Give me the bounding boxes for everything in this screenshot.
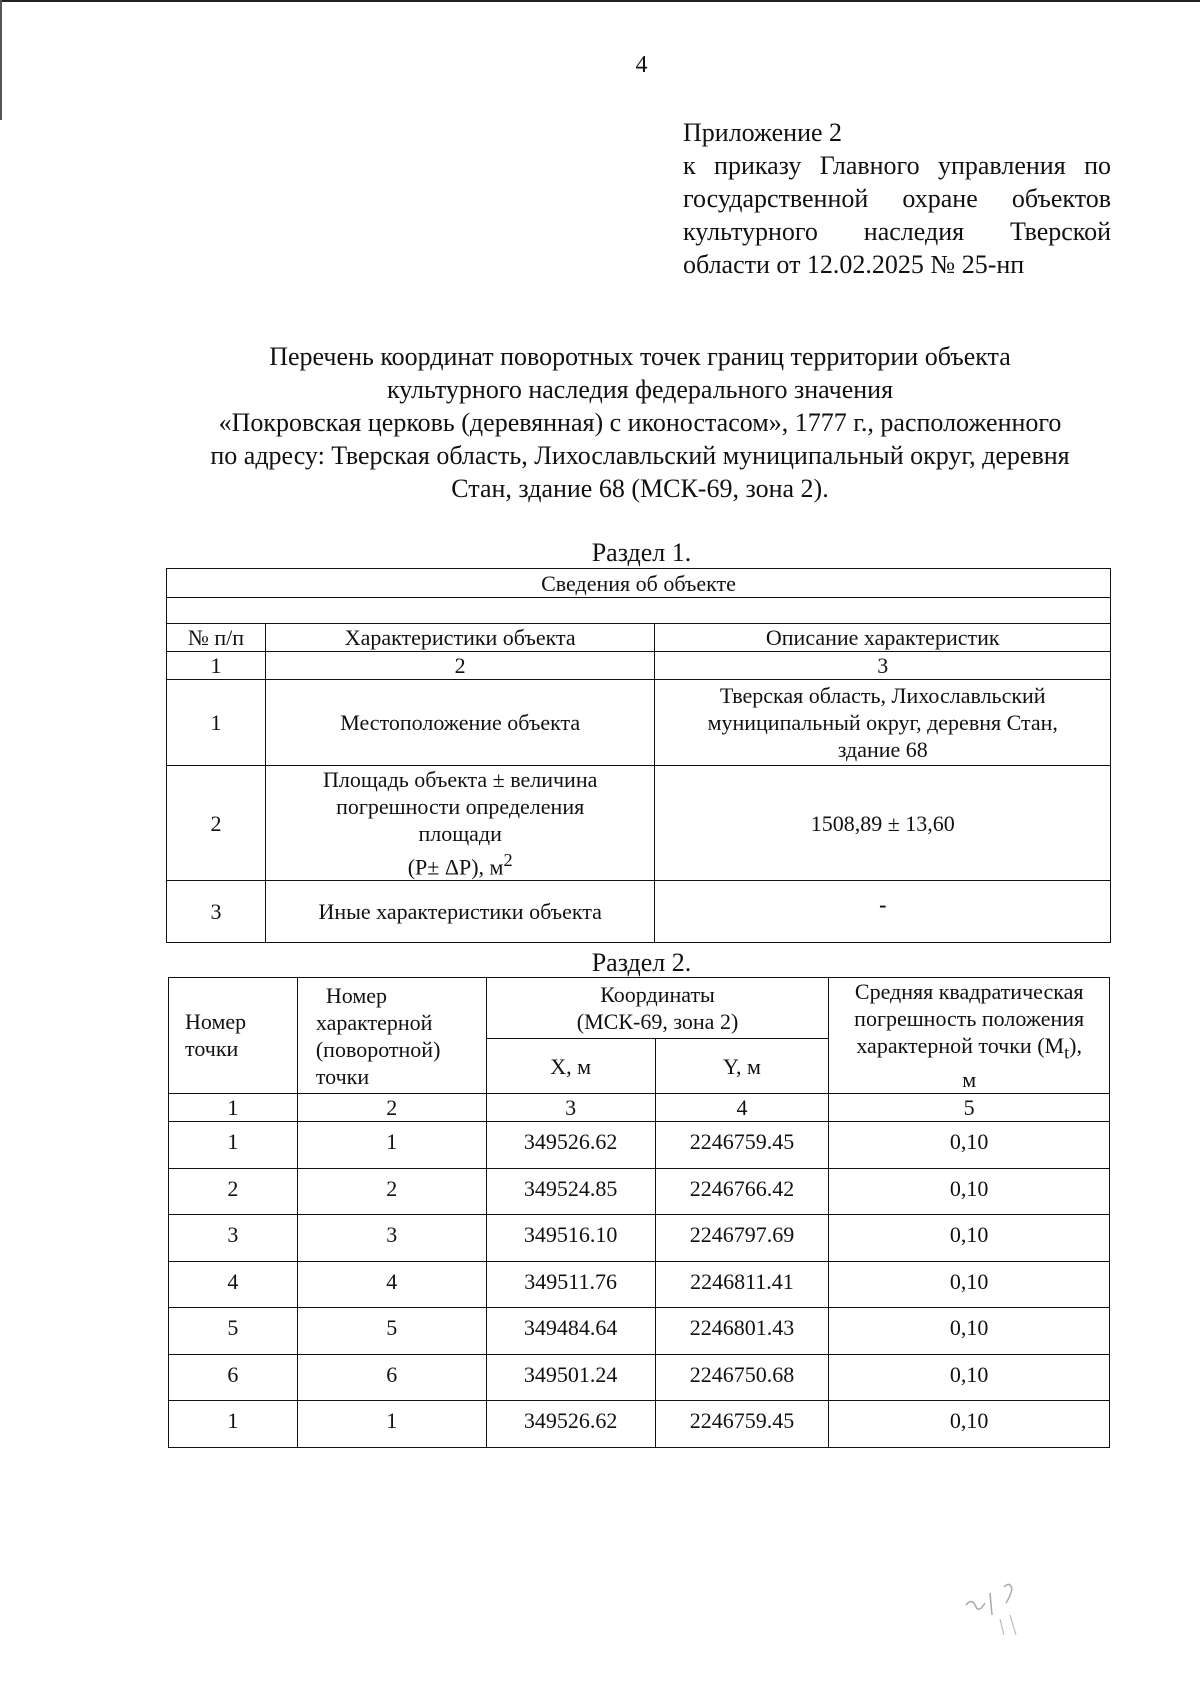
section2-caption: Раздел 2. <box>591 948 692 977</box>
header-line: (МСК-69, зона 2) <box>576 1008 739 1034</box>
formula-text: (P± ΔP), м <box>407 854 504 880</box>
table-row <box>167 680 1111 766</box>
y-coordinate-cell: 2246797.69 <box>655 1215 829 1262</box>
appendix-line: культурного наследия Тверской <box>683 217 1111 246</box>
description-cell <box>655 680 1111 766</box>
point-number-cell: 6 <box>169 1354 298 1401</box>
point-number-cell: 2 <box>169 1168 298 1215</box>
title-line: культурного наследия федерального значения <box>386 375 894 404</box>
description-line: здание 68 <box>837 737 928 762</box>
header-text: ), <box>1069 1033 1082 1058</box>
char-point-number-cell: 1 <box>297 1122 486 1169</box>
column-number: 4 <box>655 1094 829 1122</box>
characteristic-line: площади <box>418 821 502 846</box>
x-coordinate-cell: 349501.24 <box>486 1354 655 1401</box>
row-number: 1 <box>167 680 266 766</box>
y-coordinate-cell: 2246766.42 <box>655 1168 829 1215</box>
header-char-point <box>297 978 486 1094</box>
point-number-cell: 1 <box>169 1401 298 1448</box>
table-row <box>169 1354 1110 1401</box>
error-cell: 0,10 <box>829 1261 1110 1308</box>
appendix-line: государственной охране объектов <box>683 184 1111 213</box>
column-number: 3 <box>486 1094 655 1122</box>
y-coordinate-cell: 2246750.68 <box>655 1354 829 1401</box>
title-line: Перечень координат поворотных точек границ территории объекта <box>269 342 1011 371</box>
char-point-number-cell: 5 <box>297 1308 486 1355</box>
table-row <box>169 1122 1110 1169</box>
coordinates-body <box>169 1122 1110 1448</box>
table-title: Сведения об объекте <box>167 569 1111 598</box>
char-point-number-cell: 4 <box>297 1261 486 1308</box>
column-number: 1 <box>167 652 266 680</box>
y-coordinate-cell: 2246759.45 <box>655 1122 829 1169</box>
description-line: Тверская область, Лихославльский <box>719 683 1046 708</box>
table-row <box>169 1401 1110 1448</box>
point-number-cell: 1 <box>169 1122 298 1169</box>
x-coordinate-cell: 349526.62 <box>486 1122 655 1169</box>
header-y: Y, м <box>655 1038 829 1094</box>
header-line: Номер <box>325 983 388 1008</box>
column-number: 2 <box>297 1094 486 1122</box>
header-text: характерной точки (M <box>856 1033 1065 1058</box>
column-number-row <box>169 1094 1110 1122</box>
header-error <box>829 978 1110 1094</box>
char-point-number-cell: 1 <box>297 1401 486 1448</box>
row-number: 2 <box>167 766 266 881</box>
header-cell: Характеристики объекта <box>265 624 655 652</box>
point-number-cell: 4 <box>169 1261 298 1308</box>
coordinates-table <box>168 977 1110 1448</box>
formula-superscript: 2 <box>503 850 513 870</box>
header-x: X, м <box>486 1038 655 1094</box>
error-cell: 0,10 <box>829 1308 1110 1355</box>
table-title-row <box>167 569 1111 598</box>
header-line: точки <box>315 1064 370 1089</box>
characteristic-line <box>272 847 649 880</box>
title-line: по адресу: Тверская область, Лихославльский муниципальный округ, деревня <box>210 441 1070 470</box>
appendix-title: Приложение 2 <box>683 118 843 147</box>
row-number: 3 <box>167 881 266 943</box>
title-line: Стан, здание 68 (МСК-69, зона 2). <box>451 474 829 503</box>
header-subscript: t <box>1064 1042 1070 1063</box>
table-header-row <box>167 624 1111 652</box>
x-coordinate-cell: 349526.62 <box>486 1401 655 1448</box>
column-number: 1 <box>169 1094 298 1122</box>
table-row <box>169 1308 1110 1355</box>
page-top-border <box>0 0 1200 2</box>
header-line: м <box>962 1067 977 1093</box>
header-point-number: Номер точки <box>169 978 298 1094</box>
x-coordinate-cell: 349511.76 <box>486 1261 655 1308</box>
description-cell: - <box>655 881 1111 943</box>
header-coordinates <box>486 978 829 1039</box>
char-point-number-cell: 2 <box>297 1168 486 1215</box>
header-line: характерной <box>315 1010 433 1035</box>
characteristic-cell: Местоположение объекта <box>265 680 655 766</box>
description-line: муниципальный округ, деревня Стан, <box>707 710 1058 735</box>
y-coordinate-cell: 2246759.45 <box>655 1401 829 1448</box>
table-header-row <box>169 978 1110 1039</box>
y-coordinate-cell: 2246811.41 <box>655 1261 829 1308</box>
char-point-number-cell: 3 <box>297 1215 486 1262</box>
table-row <box>169 1261 1110 1308</box>
header-line: Средняя квадратическая <box>854 979 1084 1004</box>
header-line: (поворотной) <box>315 1037 441 1062</box>
column-number: 3 <box>655 652 1111 680</box>
header-line <box>835 1032 1103 1066</box>
table-row <box>167 881 1111 943</box>
error-cell: 0,10 <box>829 1401 1110 1448</box>
document-title <box>160 340 1120 505</box>
characteristic-line: Площадь объекта ± величина <box>323 767 598 792</box>
error-cell: 0,10 <box>829 1122 1110 1169</box>
char-point-number-cell: 6 <box>297 1354 486 1401</box>
description-cell: 1508,89 ± 13,60 <box>655 766 1111 881</box>
column-number-row <box>167 652 1111 680</box>
appendix-line: к приказу Главного управления по <box>683 151 1111 180</box>
section1-caption: Раздел 1. <box>591 538 692 567</box>
column-number: 2 <box>265 652 655 680</box>
title-line: «Покровская церковь (деревянная) с иконостасом», 1777 г., расположенного <box>218 408 1062 437</box>
error-cell: 0,10 <box>829 1215 1110 1262</box>
point-number-cell: 3 <box>169 1215 298 1262</box>
table-row <box>169 1215 1110 1262</box>
x-coordinate-cell: 349524.85 <box>486 1168 655 1215</box>
table-row <box>167 766 1111 881</box>
error-cell: 0,10 <box>829 1354 1110 1401</box>
error-cell: 0,10 <box>829 1168 1110 1215</box>
characteristic-line: погрешности определения <box>336 794 585 819</box>
handwritten-mark <box>960 1575 1040 1645</box>
column-number: 5 <box>829 1094 1110 1122</box>
empty-cell <box>167 598 1111 624</box>
header-line: Координаты <box>600 981 715 1007</box>
page-number: 4 <box>635 52 648 78</box>
appendix-line: области от 12.02.2025 № 25-нп <box>683 250 1025 279</box>
x-coordinate-cell: 349484.64 <box>486 1308 655 1355</box>
characteristic-cell <box>265 766 655 881</box>
y-coordinate-cell: 2246801.43 <box>655 1308 829 1355</box>
characteristic-cell: Иные характеристики объекта <box>265 881 655 943</box>
table-row <box>169 1168 1110 1215</box>
header-line: погрешность положения <box>854 1006 1085 1031</box>
object-info-table <box>166 568 1111 943</box>
table-spacer-row <box>167 598 1111 624</box>
appendix-header <box>683 116 1111 281</box>
x-coordinate-cell: 349516.10 <box>486 1215 655 1262</box>
header-cell: № п/п <box>167 624 266 652</box>
point-number-cell: 5 <box>169 1308 298 1355</box>
header-cell: Описание характеристик <box>655 624 1111 652</box>
